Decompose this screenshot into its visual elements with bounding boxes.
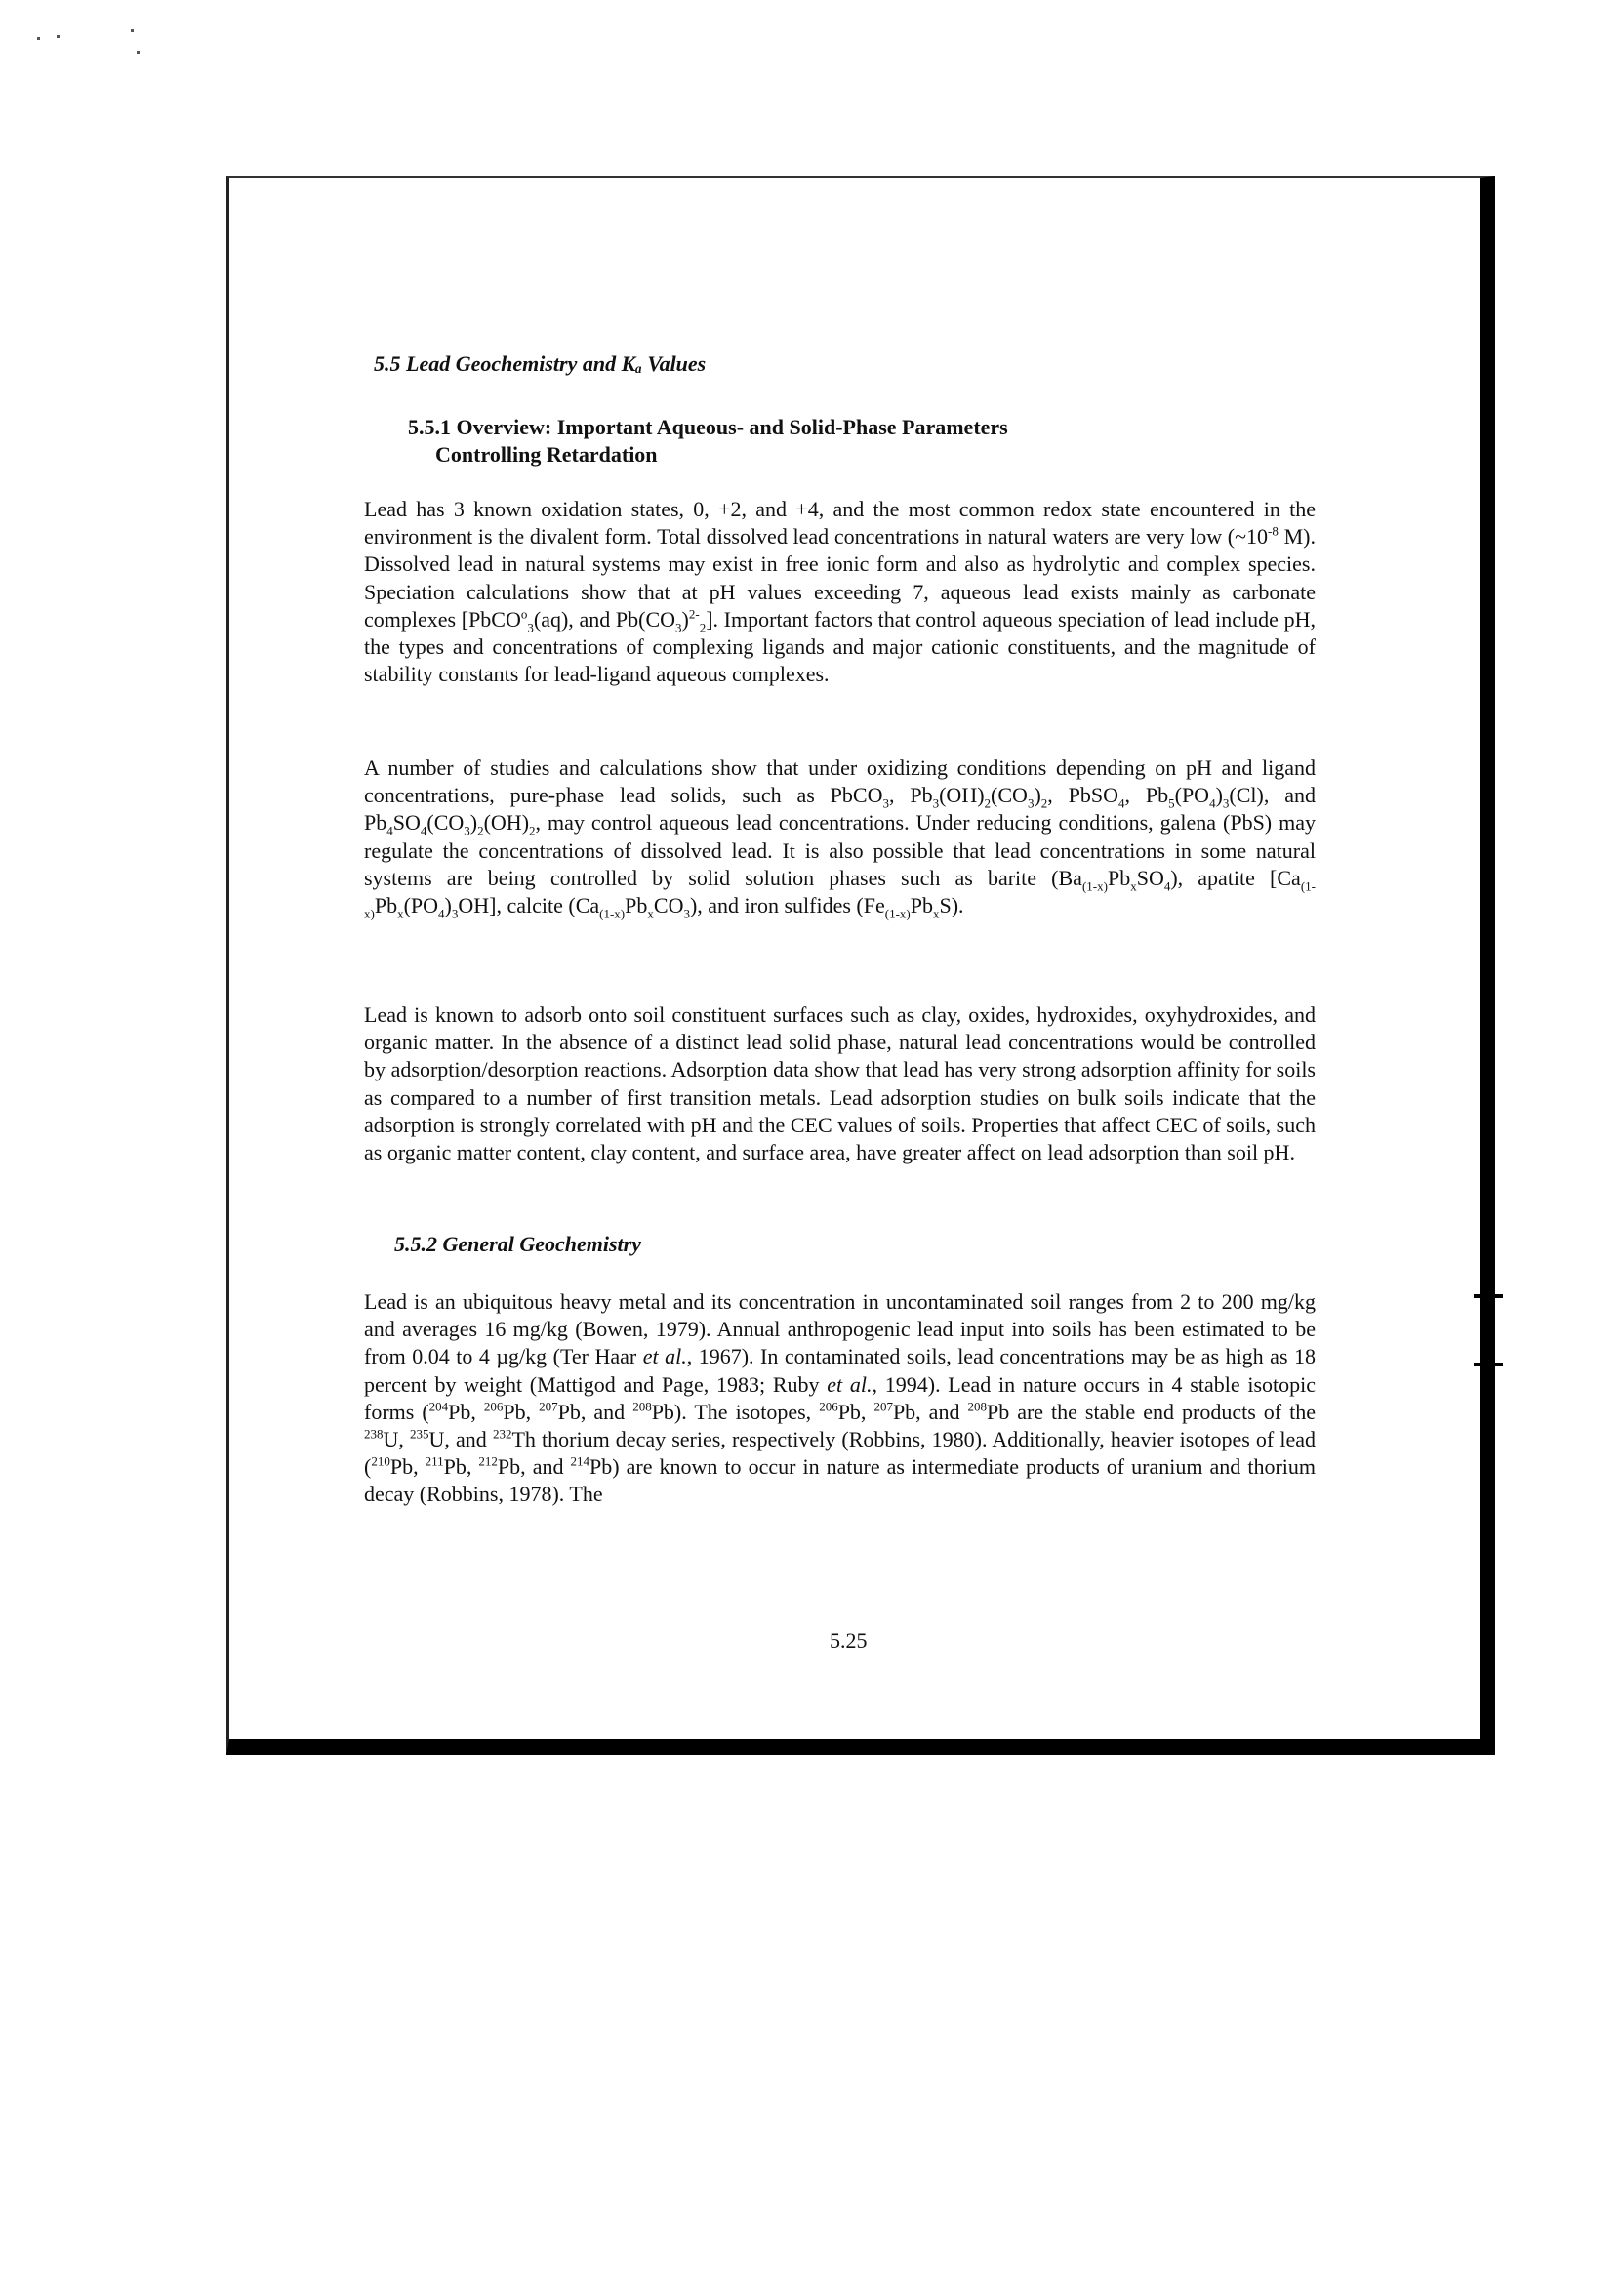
- paragraph-general-geochemistry: Lead is an ubiquitous heavy metal and its concentration in uncontaminated soil ranges from 2 to 200 mg/kg and averages 16 mg/kg (Bowen, 1979). Annual anthropogenic lead input into soils has been estimated to be from 0.04 to 4 µg/kg (Ter Haar et al., 1967). In contaminated soils, lead concentrations may be as high as 18 percent by weight (Mattigod and Page, 1983; Ruby et al., 1994). Lead in nature occurs in 4 stable isotopic forms ($^{204}$Pb, $^{206}$Pb, $^{207}$Pb, and $^{208}$Pb). The isotopes, $^{206}$Pb, $^{207}$Pb, and $^{208}$Pb are the stable end products of the $^{238}$U, $^{235}$U, and $^{232}$Th thorium decay series, respectively (Robbins, 1980). Additionally, heavier isotopes of lead ($^{210}$Pb, $^{211}$Pb, $^{212}$Pb, and $^{214}$Pb) are known to occur in nature as intermediate products of uranium and thorium decay (Robbins, 1978). The: [364, 1289, 1317, 1507]
- scan-speck: [57, 35, 60, 38]
- scan-speck: [1474, 1363, 1503, 1366]
- scan-speck: [37, 37, 40, 40]
- subsection-title-general-geochemistry: 5.5.2 General Geochemistry: [394, 1232, 641, 1256]
- scan-speck: [131, 29, 134, 32]
- subsection-title-overview: [408, 414, 1150, 469]
- section-title: 5.5 Lead Geochemistry and Kₐ Values: [374, 351, 707, 376]
- paragraph-adsorption: Lead is known to adsorb onto soil constituent surfaces such as clay, oxides, hydroxides, oxyhydroxides, and organic matter. In the absence of a distinct lead solid phase, natural lead concentrations would be controlled by adsorption/desorption reactions. Adsorption data show that lead has very strong adsorption affinity for soils as compared to a number of first transition metals. Lead adsorption studies on bulk soils indicate that the adsorption is strongly correlated with pH and the CEC values of soils. Properties that affect CEC of soils, such as organic matter content, clay content, and surface area, have greater affect on lead adsorption than soil pH.: [364, 1002, 1316, 1165]
- subsection-title-line-2: Controlling Retardation: [435, 442, 658, 467]
- scan-speck: [137, 51, 140, 54]
- page-border: [226, 176, 1495, 1755]
- paragraph-oxidation-states: Lead has 3 known oxidation states, 0, +2, and +4, and the most common redox state encountered in the environment is the divalent form. Total dissolved lead concentrations in natural waters are very low ($\sim 10^{-8}$ M). Dissolved lead in natural systems may exist in free ionic form and also as hydrolytic and complex species. Speciation calculations show that at pH values exceeding 7, aqueous lead exists mainly as carbonate complexes [PbCO$^o_3$(aq), and $Pb(CO_3)^{2-}_2$]. Important factors that control aqueous speciation of lead include pH, the types and concentrations of complexing ligands and major cationic constituents, and the magnitude of stability constants for lead-ligand aqueous complexes.: [364, 497, 1316, 687]
- paragraph-solid-phases: A number of studies and calculations show that under oxidizing conditions depending on pH and ligand concentrations, pure-phase lead solids, such as PbCO$_3$, $Pb_3(OH)_2(CO_3)_2$, PbSO$_4$, $Pb_5(PO_4)_3(Cl)$, and $Pb_4SO_4(CO_3)_2(OH)_2$, may control aqueous lead concentrations. Under reducing conditions, galena (PbS) may regulate the concentrations of dissolved lead. It is also possible that lead concentrations in some natural systems are being controlled by solid solution phases such as barite $(Ba_{(1-x)}Pb_xSO_4)$, apatite $[Ca_{(1-x)}Pb_x(PO_4)_3OH]$, calcite $(Ca_{(1-x)}Pb_xCO_3)$, and iron sulfides $(Fe_{(1-x)}Pb_xS)$.: [364, 755, 1316, 921]
- page-number: 5.25: [830, 1628, 868, 1652]
- subsection-title-line-1: 5.5.1 Overview: Important Aqueous- and Solid-Phase Parameters: [408, 415, 1008, 439]
- scan-speck: [1474, 1294, 1503, 1298]
